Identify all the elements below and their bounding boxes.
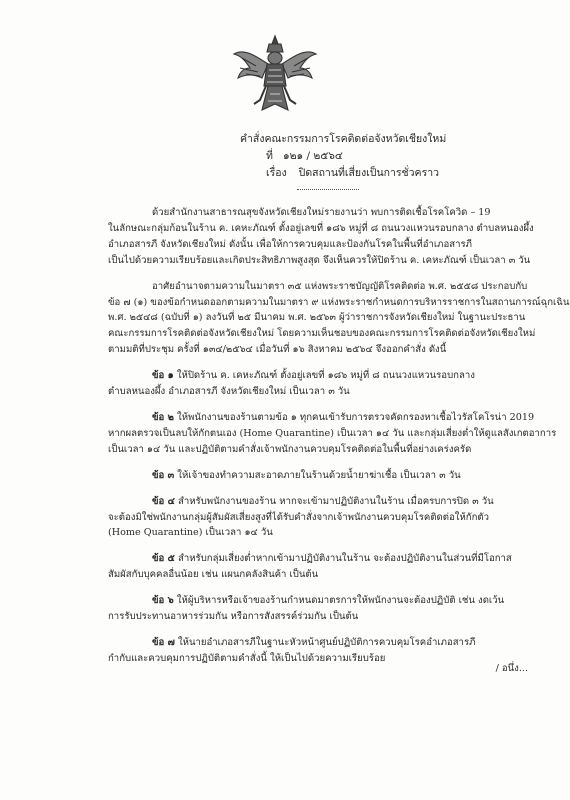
clause-5 [64,551,514,583]
text-line: สำหรับกลุ่มเสี่ยงต่ำหากเข้ามาปฏิบัติงานในร้าน จะต้องปฏิบัติงานในส่วนที่มีโอกาส [177,553,512,565]
order-number: ๑๒๑ / ๒๕๖๔ [282,150,343,162]
clause-2 [64,410,557,458]
clause-label: ข้อ ๗ [152,636,175,648]
text-line: (Home Quarantine) เป็นเวลา ๑๔ วัน [108,527,273,539]
text-line: อำเภอสารภี จังหวัดเชียงใหม่ ดังนั้น เพื่อให้การควบคุมและป้องกันโรคในพื้นที่อำเภอสารภี [108,238,472,250]
text-line: เป็นเวลา ๑๔ วัน และปฏิบัติตามคำสั่งเจ้าพนักงานควบคุมโรคติดต่อในพื้นที่อย่างเคร่งครัด [108,443,472,455]
heading-divider [297,189,359,190]
paragraph-background [64,205,534,269]
text-line: คณะกรรมการโรคติดต่อจังหวัดเชียงใหม่ โดยความเห็นชอบของคณะกรรมการโรคติดต่อจังหวัดเชียงใหม่ [108,328,536,340]
text-line: สัมผัสกับบุคคลอื่นน้อย เช่น แผนกคลังสินค้า เป็นต้น [108,569,319,581]
text-line: สำหรับพนักงานของร้าน หากจะเข้ามาปฏิบัติงานในร้าน เมื่อครบการปิด ๓ วัน [177,495,494,507]
text-line: หากผลตรวจเป็นลบให้กักตนเอง (Home Quarantine) เป็นเวลา ๑๔ วัน และกลุ่มเสี่ยงต่ำให้ดูแลสังเกตอาการ [108,427,557,439]
clause-3 [64,468,514,484]
text-line: กำกับและควบคุมการปฏิบัติตามคำสั่งนี้ ให้เป็นไปด้วยความเรียบร้อย [108,652,386,664]
continuation-marker: / อนึ่ง... [495,663,528,674]
text-line: พ.ศ. ๒๕๔๘ (ฉบับที่ ๑) ลงวันที่ ๒๕ มีนาคม พ.ศ. ๒๕๖๓ ผู้ว่าราชการจังหวัดเชียงใหม่ ในฐานะประธาน [108,312,526,324]
text-line: ให้เจ้าของทำความสะอาดภายในร้านด้วยน้ำยาฆ่าเชื้อ เป็นเวลา ๓ วัน [177,469,461,481]
text-line: ในลักษณะกลุ่มก้อนในร้าน ค. เคหะภัณฑ์ ตั้งอยู่เลขที่ ๑๘๖ หมู่ที่ ๘ ถนนวงแหวนรอบกลาง ตำบลหนองผึ้ง [108,222,534,234]
clause-6 [64,593,514,625]
text-line: ให้พนักงานของร้านตามข้อ ๑ ทุกคนเข้ารับการตรวจคัดกรองหาเชื้อไวรัสโคโรน่า 2019 [177,411,535,423]
text-line: ด้วยสำนักงานสาธารณสุขจังหวัดเชียงใหม่รายงานว่า พบการติดเชื้อโรคโควิด – 19 [152,207,491,218]
order-subject-line [240,165,560,182]
order-subject-label: เรื่อง [266,167,287,179]
clause-4 [64,494,514,542]
clause-label: ข้อ ๔ [152,495,175,507]
text-line: ตามมติที่ประชุม ครั้งที่ ๑๓๔/๒๕๖๔ เมื่อวันที่ ๑๖ สิงหาคม ๒๕๖๔ จึงออกคำสั่ง ดังนี้ [108,344,447,356]
text-line: เป็นไปด้วยความเรียบร้อยและเกิดประสิทธิภาพสูงสุด จึงเห็นควรให้ปิดร้าน ค. เคหะภัณฑ์ เป็นเวลา ๓ วัน [108,254,531,266]
clause-label: ข้อ ๕ [152,553,175,565]
text-line: ตำบลหนองผึ้ง อำเภอสารภี จังหวัดเชียงใหม่ เป็นเวลา ๓ วัน [108,386,350,398]
paragraph-authority [64,279,570,359]
order-number-label: ที่ [266,150,273,162]
clause-label: ข้อ ๓ [152,469,175,481]
text-line: อาศัยอำนาจตามความในมาตรา ๓๕ แห่งพระราชบัญญัติโรคติดต่อ พ.ศ. ๒๕๕๘ ประกอบกับ [152,280,528,292]
clause-7 [64,635,514,667]
order-title: คำสั่งคณะกรรมการโรคติดต่อจังหวัดเชียงใหม่ [240,133,447,145]
clause-label: ข้อ ๑ [152,370,174,382]
text-line: การรับประทานอาหารร่วมกัน หรือการสังสรรค์ร่วมกัน เป็นต้น [108,611,359,623]
clause-label: ข้อ ๖ [152,595,174,607]
text-line: ข้อ ๗ (๑) ของข้อกำหนดออกตามความในมาตรา ๙ แห่งพระราชกำหนดการบริหารราชการในสถานการณ์ฉุกเฉิน [108,296,570,308]
order-body [64,205,570,677]
clause-1 [64,368,514,400]
garuda-emblem-icon [232,34,318,116]
text-line: จะต้องมิใช่พนักงานกลุ่มผู้สัมผัสเสี่ยงสูงที่ได้รับคำสั่งจากเจ้าพนักงานควบคุมโรคติดต่อให้กักตัว [108,511,490,523]
order-number-line [240,148,560,165]
text-line: ให้นายอำเภอสารภีในฐานะหัวหน้าศูนย์ปฏิบัติการควบคุมโรคอำเภอสารภี [177,636,476,648]
order-subject: ปิดสถานที่เสี่ยงเป็นการชั่วคราว [298,167,439,179]
text-line: ให้ปิดร้าน ค. เคหะภัณฑ์ ตั้งอยู่เลขที่ ๑๘๖ หมู่ที่ ๘ ถนนวงแหวนรอบกลาง [176,370,475,382]
order-heading [240,131,560,182]
text-line: ให้ผู้บริหารหรือเจ้าของร้านกำหนดมาตรการให้พนักงานจะต้องปฏิบัติ เช่น งดเว้น [176,595,505,607]
clause-label: ข้อ ๒ [152,411,174,423]
